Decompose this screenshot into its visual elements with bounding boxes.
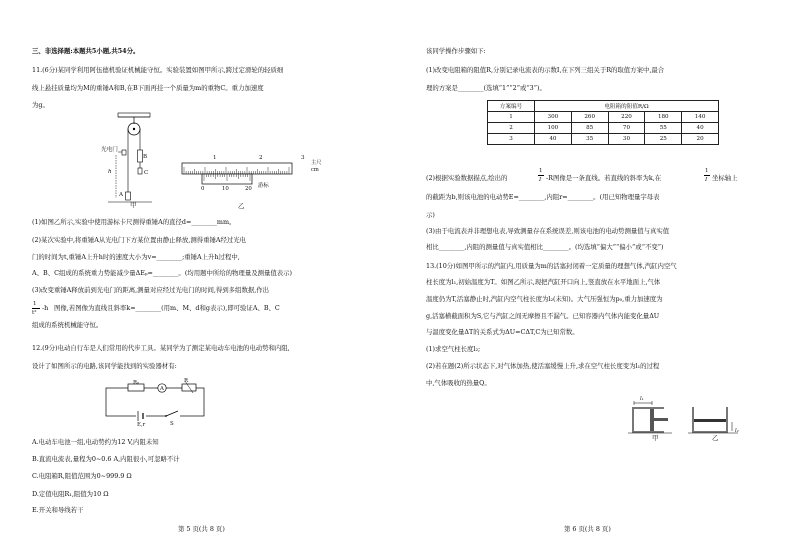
figure-jia-caption: 甲 bbox=[130, 201, 137, 209]
section-title: 三、非选择题:本题共5小题,共54分。 bbox=[32, 47, 140, 55]
q13-line1: 13.(10分)如图甲所示的汽缸内,用质量为m的活塞封闭着一定质量的理想气体,汽缸内空气 bbox=[426, 262, 677, 270]
q11-part2-line2: 门的时间为t,重锤A上升h时的速度大小为v=________;重锤A上升h过程中, bbox=[32, 253, 240, 261]
vernier-tick-0: 0 bbox=[201, 186, 205, 192]
table-header-resistance: 电阻箱的阻值R/Ω bbox=[535, 101, 719, 112]
main-tick-1: 1 bbox=[213, 155, 217, 161]
fraction-denominator: t² bbox=[32, 310, 37, 316]
item-c: C.电阻箱R,阻值范围为0~999.9 Ω bbox=[32, 472, 132, 480]
q12-line1: 12.(9分)电动自行车是人们常用的代步工具。某同学为了测定某电动车电池的电动势和内阻, bbox=[32, 344, 290, 352]
q11-part2-line1: (2)某次实验中,将重锤A从光电门下方某位置由静止释放,测得重锤A经过光电 bbox=[32, 236, 247, 244]
q13-line4: g,活塞横截面积为S,它与汽缸之间无摩擦且不漏气。已知容器内气体内能变化量ΔU bbox=[426, 312, 660, 320]
length-l2-label: l₂ bbox=[735, 428, 739, 434]
table-cell: 85 bbox=[571, 123, 608, 134]
q11-part2-line3: A、B、C组成的系统重力势能减少量ΔEₚ=________。(均用题中所给的物理量及测量值表示) bbox=[32, 269, 293, 277]
weight-c-label: C bbox=[144, 170, 149, 176]
step2-frac1-num: 1 bbox=[539, 168, 543, 174]
photogate-label: 光电门 bbox=[101, 147, 118, 153]
table-cell: 35 bbox=[571, 134, 608, 145]
item-e: E.开关和导线若干 bbox=[32, 506, 84, 514]
main-tick-3: 3 bbox=[301, 155, 305, 161]
cm-unit-label: cm bbox=[311, 167, 319, 173]
table-cell: 100 bbox=[535, 123, 572, 134]
table-cell: 40 bbox=[535, 134, 572, 145]
item-a: A.电动车电池一组,电动势约为12 V,内阻未知 bbox=[32, 438, 159, 446]
q13-question2-line2: 中,气体吸收的热量Q。 bbox=[426, 379, 491, 387]
table-cell: 260 bbox=[571, 112, 608, 123]
step2-line2: 的截距为b,则该电池的电动势E=________,内阻r=________。(用已知物理量字母表 bbox=[426, 193, 660, 201]
table-cell: 70 bbox=[608, 123, 645, 134]
q12-line2: 设计了如图所示的电路,该同学能找到的实验器材有: bbox=[32, 362, 177, 370]
circuit-r0-label: R₀ bbox=[133, 380, 140, 386]
step2-line1-mid: -R图像是一条直线。若直线的斜率为k,在 bbox=[546, 174, 662, 182]
table-cell: 25 bbox=[645, 134, 682, 145]
table-row bbox=[488, 123, 719, 134]
circuit-r-label: R bbox=[184, 378, 189, 384]
q11-line2: 线上悬挂质量均为M的重锤A和B,在B下面再挂一个质量为m的重物C。重力加速度 bbox=[32, 84, 264, 92]
table-row bbox=[488, 134, 719, 145]
circuit-battery-label: E,r bbox=[137, 422, 146, 428]
item-b: B.直流电流表,量程为0~0.6 A,内阻很小,可忽略不计 bbox=[32, 455, 180, 463]
circuit-diagram bbox=[100, 378, 210, 426]
q11-part3-line1: (3)改变重锤A释放前到光电门的距离,测量对应经过光电门的时间,得到多组数据,作出 bbox=[32, 286, 270, 294]
table-cell: 40 bbox=[682, 123, 719, 134]
q11-line1: 11.(6分)某同学利用阿伍德机验证机械能守恒。实验装置如图甲所示,跨过定滑轮的轻质细 bbox=[32, 66, 284, 74]
step1-line1: (1)改变电阻箱的阻值R,分别记录电流表的示数I,在下列三组关于R的取值方案中,最合 bbox=[426, 66, 665, 74]
main-scale-label: 主尺 bbox=[311, 160, 322, 166]
table-cell: 140 bbox=[682, 112, 719, 123]
scheme-table bbox=[487, 100, 719, 145]
height-label: h bbox=[108, 169, 112, 175]
weight-a-label: A bbox=[119, 192, 124, 198]
fraction-suffix: -h bbox=[42, 304, 49, 312]
table-cell: 3 bbox=[488, 134, 535, 145]
vernier-tick-20: 20 bbox=[245, 186, 252, 192]
table-cell: 2 bbox=[488, 123, 535, 134]
item-d: D.定值电阻R₁,阻值为10 Ω bbox=[32, 490, 109, 498]
q11-part3-line3: 组成的系统机械能守恒。 bbox=[32, 321, 103, 329]
q11-part1: (1)如图乙所示,实验中使用游标卡尺测得重锤A的直径d=________mm。 bbox=[32, 218, 236, 226]
table-row bbox=[488, 112, 719, 123]
length-l1-label: l₁ bbox=[640, 396, 644, 402]
step2-frac2-num: 1 bbox=[705, 168, 709, 174]
steps-intro: 该同学操作步骤如下: bbox=[426, 47, 486, 55]
q11-line3: 为g。 bbox=[32, 101, 49, 109]
step3-line2: 相比________,内阻的测量值与真实值相比________。(均选填“偏大”“偏小”或“不变”) bbox=[426, 243, 664, 251]
vernier-tick-10: 10 bbox=[222, 186, 229, 192]
table-cell: 1 bbox=[488, 112, 535, 123]
vernier-label: 游标 bbox=[258, 183, 269, 189]
fraction-numerator: 1 bbox=[33, 301, 37, 307]
step1-line2: 理的方案是________(选填“1”“2”或“3”)。 bbox=[426, 84, 546, 92]
step2-line1-prefix: (2)根据实验数据描点,绘出的 bbox=[426, 174, 508, 182]
figure-yi-caption: 乙 bbox=[238, 202, 245, 210]
weight-b-label: B bbox=[143, 154, 148, 160]
table-cell: 180 bbox=[645, 112, 682, 123]
q13-line2: 柱长度为l₁,初始温度为T。如图乙所示,现把汽缸开口向上,竖直放在水平地面上,气体 bbox=[426, 278, 661, 286]
q13-line5: 与温度变化量ΔT的关系式为ΔU=CΔT,C为已知常数。 bbox=[426, 328, 579, 336]
q11-part3-line2: 图像,若图像为直线且斜率k=________(用m、M、d和g表示),即可验证A、B、C bbox=[54, 304, 280, 312]
step2-line1-tail: 坐标轴上 bbox=[712, 174, 738, 182]
circuit-ammeter-label: A bbox=[160, 386, 164, 392]
figure-yi-caption-right: 乙 bbox=[712, 434, 719, 442]
table-cell: 300 bbox=[535, 112, 572, 123]
q13-question2-line1: (2)若在题(2)所示状态下,对气体加热,使活塞缓慢上升,求在空气柱长度变为l₁的过程 bbox=[426, 362, 660, 370]
table-header-scheme: 方案编号 bbox=[488, 101, 535, 112]
page-footer-right: 第 6 页(共 8 页) bbox=[564, 525, 611, 533]
main-tick-2: 2 bbox=[259, 155, 263, 161]
step2-frac1-den: I bbox=[539, 177, 542, 183]
table-cell: 220 bbox=[608, 112, 645, 123]
step2-line3: 示) bbox=[426, 211, 435, 219]
q13-question1: (1)求空气柱长度l₂; bbox=[426, 345, 481, 353]
q13-line3: 温度仍为T,活塞静止时,汽缸内空气柱长度为l₂(未知)。大气压强恒为p₀,重力加速度为 bbox=[426, 295, 663, 303]
table-cell: 20 bbox=[682, 134, 719, 145]
step2-frac2-den: I bbox=[705, 177, 708, 183]
table-cell: 55 bbox=[645, 123, 682, 134]
table-cell: 30 bbox=[608, 134, 645, 145]
atwood-machine-figure bbox=[100, 112, 170, 210]
circuit-switch-label: S bbox=[170, 421, 174, 427]
figure-jia-caption-right: 甲 bbox=[652, 434, 659, 442]
step3-line1: (3)由于电流表并非理想电表,导致测量存在系统误差,则该电池的电动势测量值与真实值 bbox=[426, 227, 670, 235]
table-header-row bbox=[488, 101, 719, 112]
page-footer-left: 第 5 页(共 8 页) bbox=[178, 525, 225, 533]
